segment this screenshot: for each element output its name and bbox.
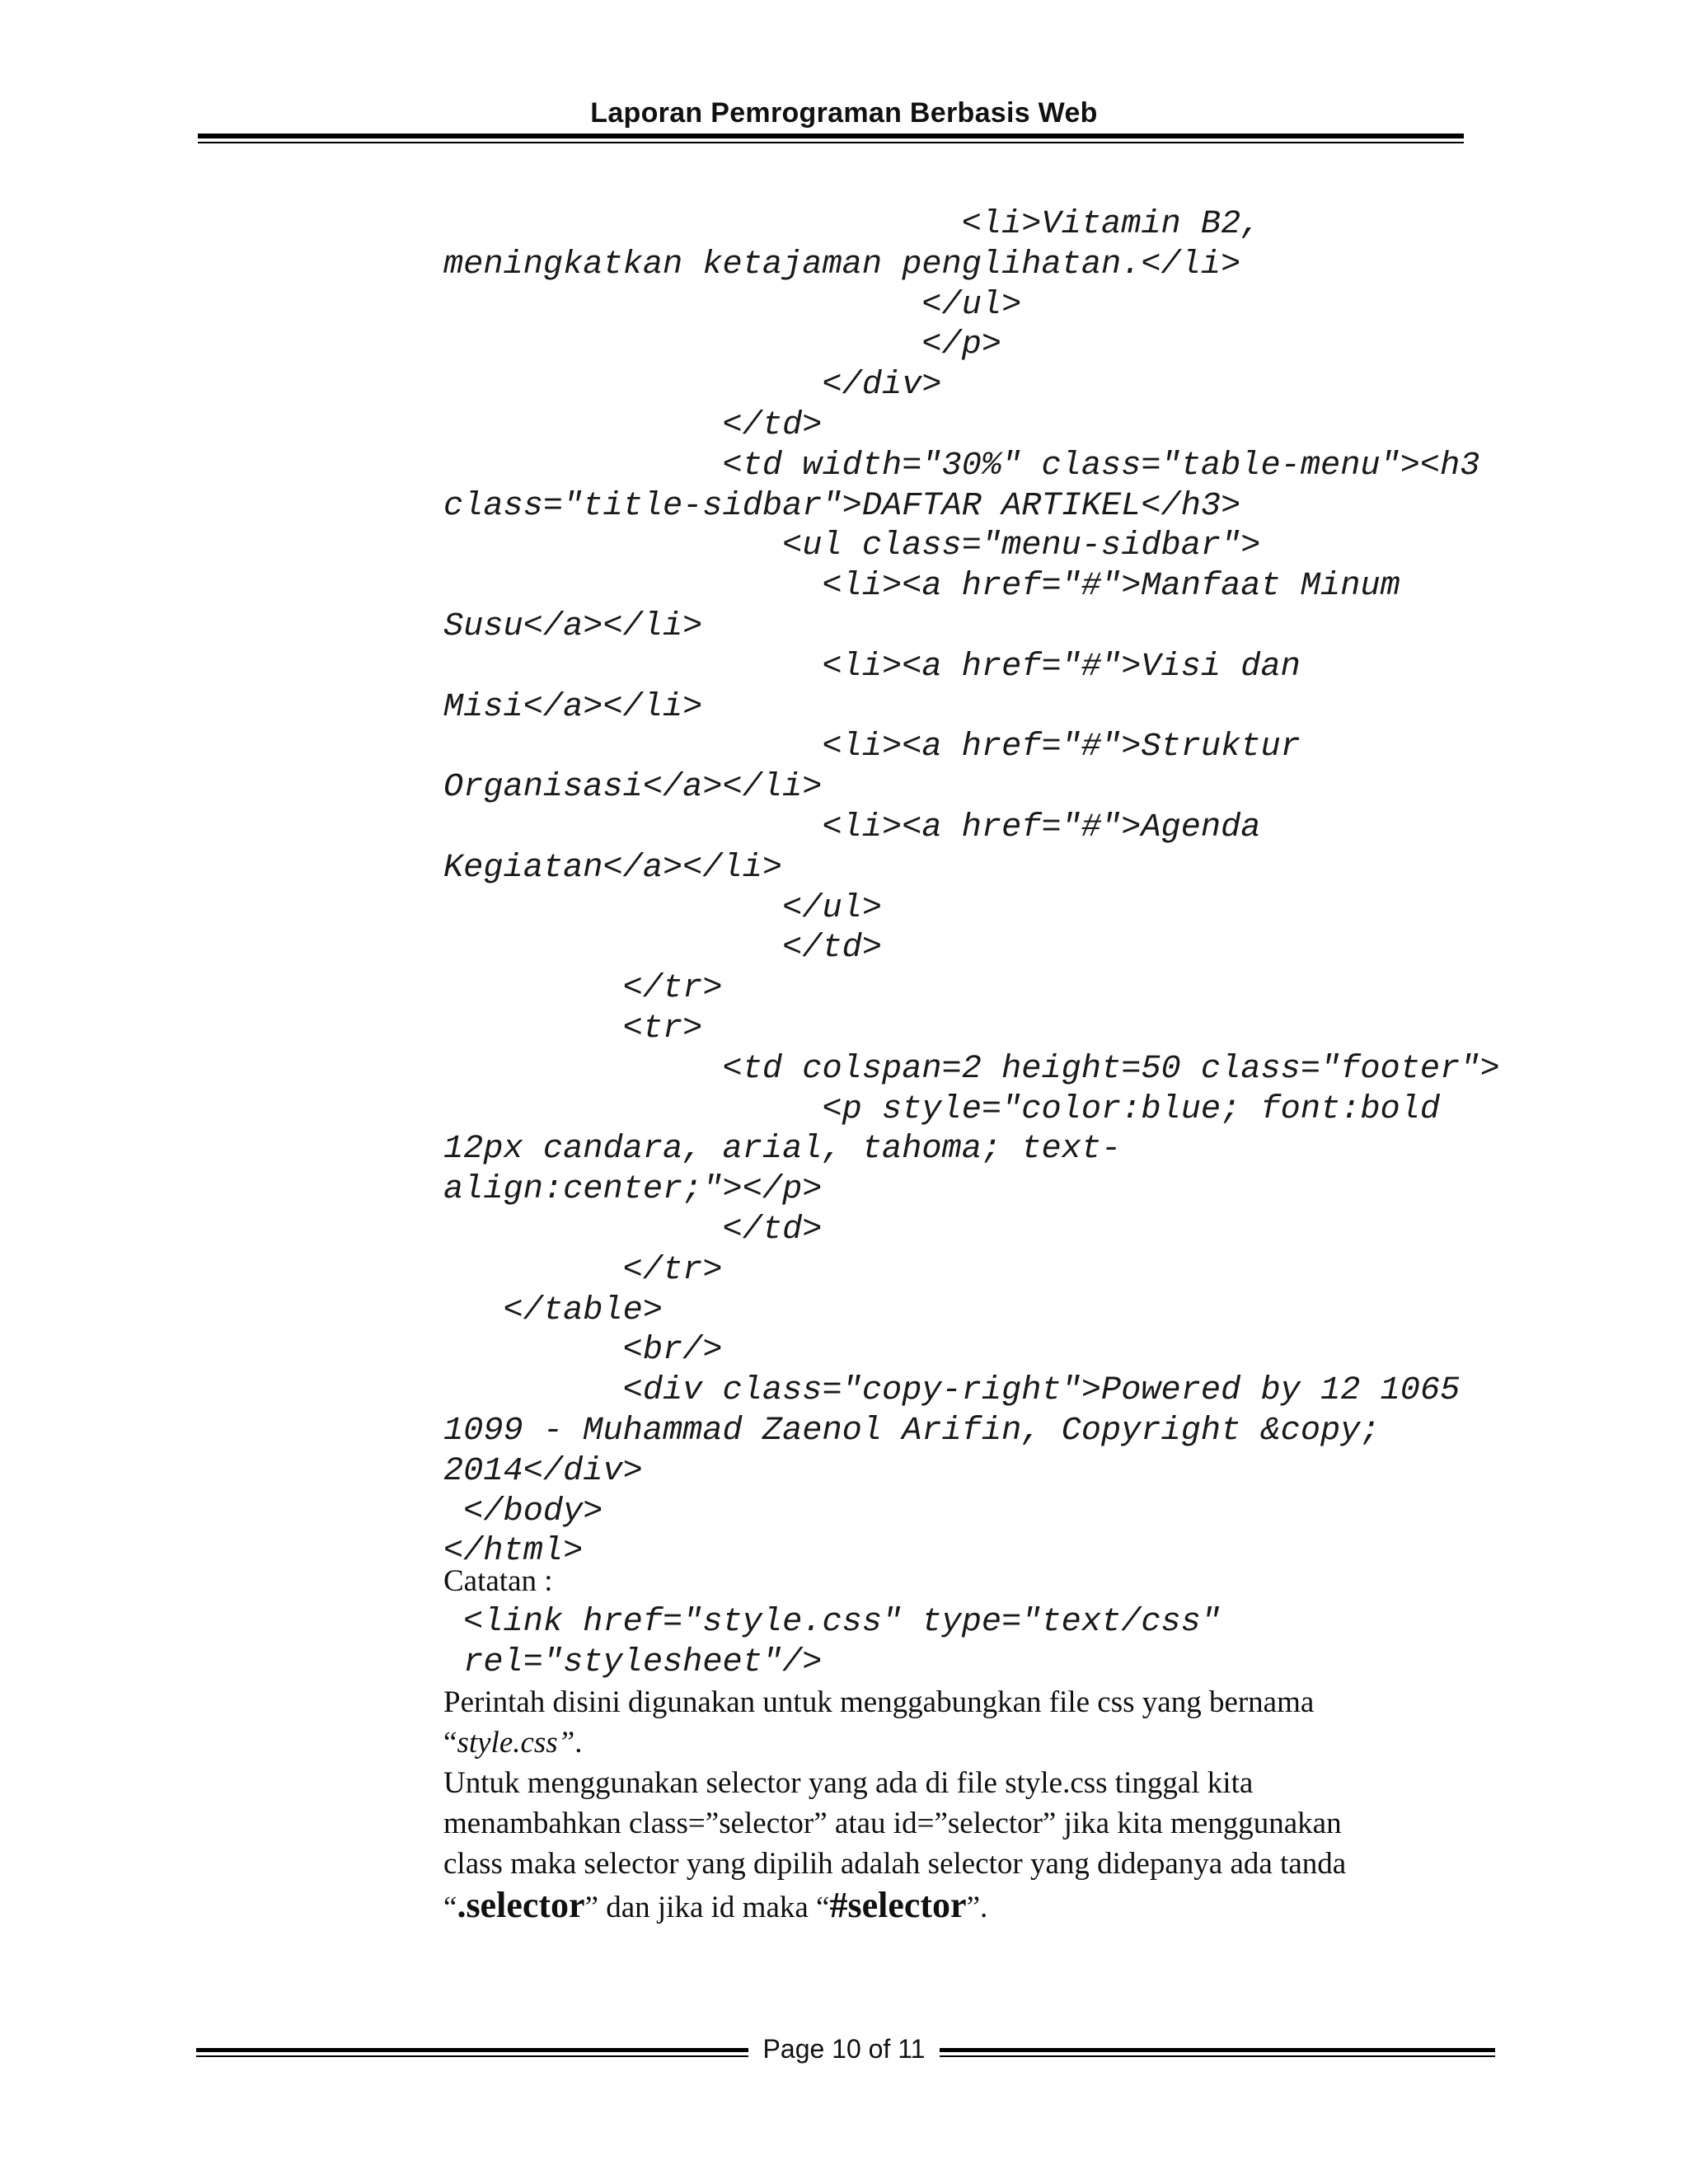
code-line: Kegiatan</a></li> [443,848,783,887]
quote-open: “ [443,1726,457,1760]
notes-paragraph-1-line-1: Perintah disini digunakan untuk menggabungkan file css yang bernama [443,1685,1315,1719]
code-line: <td colspan=2 height=50 class="footer"> [443,1049,1500,1088]
code-line: <p style="color:blue; font:bold [443,1090,1441,1128]
code-line: </td> [443,929,883,968]
period: . [574,1726,583,1760]
header-rule-thick [198,134,1464,138]
code-line: align:center;"></p> [443,1170,823,1209]
code-line: Misi</a></li> [443,687,703,726]
code-line: </tr> [443,969,723,1008]
notes-paragraph-2-line-2: menambahkan class=”selector” atau id=”selector” jika kita menggunakan [443,1807,1342,1840]
footer-rule-right-thin [940,2055,1495,2057]
code-line: <tr> [443,1009,703,1047]
footer-rule-left-thick [196,2048,748,2052]
link-code-line-1: <link href="style.css" type="text/css" [443,1603,1221,1641]
code-line: </td> [443,1210,823,1249]
code-line: class="title-sidbar">DAFTAR ARTIKEL</h3> [443,486,1241,525]
page-header-title: Laporan Pemrograman Berbasis Web [590,97,1098,129]
code-line: <div class="copy-right">Powered by 12 1065 [443,1371,1461,1410]
code-line: <li>Vitamin B2, [443,205,1261,243]
code-line: <li><a href="#">Struktur [443,728,1301,766]
filename-style-css: style.css” [457,1726,575,1760]
code-line: <br/> [443,1331,723,1370]
code-line: 1099 - Muhammad Zaenol Arifin, Copyright &copy; [443,1411,1381,1450]
code-line: </p> [443,326,1002,364]
code-line: <td width="30%" class="table-menu"><h3 [443,446,1480,485]
code-line: </ul> [443,285,1022,324]
code-line: Susu</a></li> [443,607,703,645]
notes-paragraph-2-line-4 [443,1886,987,1929]
notes-paragraph-2-line-3: class maka selector yang dipilih adalah selector yang didepanya ada tanda [443,1847,1347,1881]
header-rule-thin [198,142,1464,143]
code-line: </body> [443,1492,603,1530]
code-line: </table> [443,1291,663,1329]
notes-paragraph-2-line-1: Untuk menggunakan selector yang ada di file style.css tinggal kita [443,1766,1254,1800]
code-line: 2014</div> [443,1451,643,1490]
link-code-line-2: rel="stylesheet"/> [443,1643,823,1681]
footer-rule-right-thick [940,2048,1495,2052]
code-line: </td> [443,405,823,444]
footer-rule-left-thin [196,2055,748,2057]
quote-open-2: “ [443,1891,457,1924]
code-line: 12px candara, arial, tahoma; text- [443,1130,1122,1169]
mid-text: ” dan jika id maka “ [584,1891,830,1924]
code-line: <ul class="menu-sidbar"> [443,527,1261,565]
class-selector-example: .selector [457,1885,585,1925]
id-selector-example: #selector [829,1885,967,1925]
code-line: </tr> [443,1250,723,1289]
code-line: </ul> [443,888,883,927]
code-line: meningkatkan ketajaman penglihatan.</li> [443,245,1241,284]
code-line: <li><a href="#">Agenda [443,808,1261,846]
notes-label: Catatan : [443,1564,553,1598]
notes-paragraph-1-line-2 [443,1723,583,1764]
code-line: <li><a href="#">Visi dan [443,647,1301,686]
code-line: </html> [443,1532,584,1571]
end-text: ”. [966,1891,988,1924]
code-line: Organisasi</a></li> [443,768,823,807]
code-line: </div> [443,366,942,405]
page-number: Page 10 of 11 [762,2034,926,2064]
code-line: <li><a href="#">Manfaat Minum [443,567,1400,606]
code-listing [443,204,1500,1572]
